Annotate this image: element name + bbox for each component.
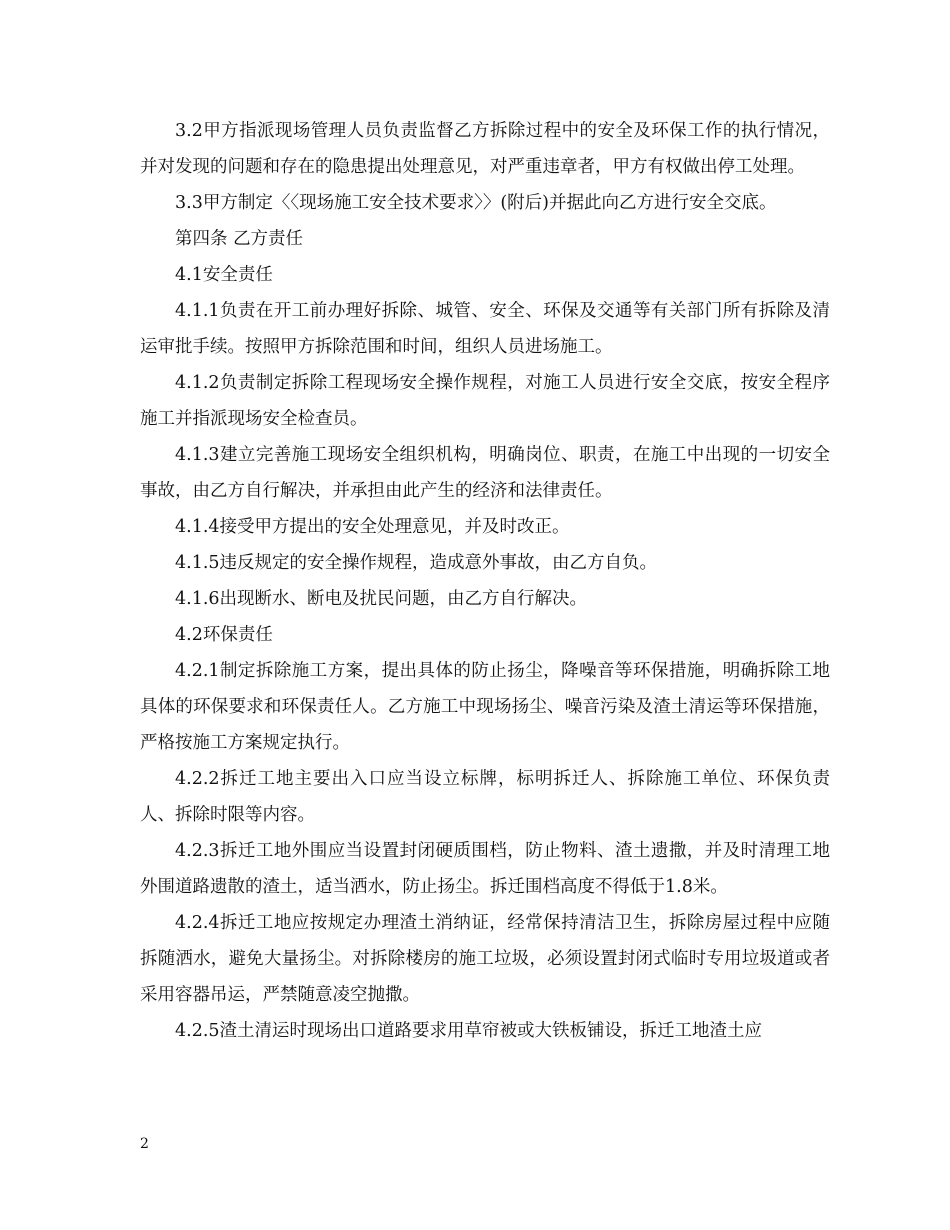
clause-3-2: 3.2甲方指派现场管理人员负责监督乙方拆除过程中的安全及环保工作的执行情况，并对发现的问题和存在的隐患提出处理意见，对严重违章者，甲方有权做出停工处理。 xyxy=(140,121,830,177)
section-4-1-heading: 4.1安全责任 xyxy=(175,265,273,285)
clause-4-2-3: 4.2.3拆迁工地外围应当设置封闭硬质围档，防止物料、渣土遗撒，并及时清理工地外围道路遗散的渣土，适当洒水，防止扬尘。拆迁围档高度不得低于1.8米。 xyxy=(140,841,830,897)
clause-4-2-5: 4.2.5渣土清运时现场出口道路要求用草帘被或大铁板铺设，拆迁工地渣土应 xyxy=(175,1021,763,1041)
section-4-2-heading: 4.2环保责任 xyxy=(175,625,273,645)
clause-4-1-2: 4.1.2负责制定拆除工程现场安全操作规程，对施工人员进行安全交底，按安全程序施工并指派现场安全检查员。 xyxy=(140,373,830,429)
clause-4-2-1: 4.2.1制定拆除施工方案，提出具体的防止扬尘，降噪音等环保措施，明确拆除工地具体的环保要求和环保责任人。乙方施工中现场扬尘、噪音污染及渣土清运等环保措施，严格按施工方案规定执行。 xyxy=(140,661,830,753)
clause-4-1-6: 4.1.6出现断水、断电及扰民问题，由乙方自行解决。 xyxy=(175,589,588,609)
clause-3-3: 3.3甲方制定〈〈现场施工安全技术要求〉〉(附后)并据此向乙方进行安全交底。 xyxy=(175,193,777,213)
page-number: 2 xyxy=(140,1136,149,1152)
clause-4-1-4: 4.1.4接受甲方提出的安全处理意见，并及时改正。 xyxy=(175,517,570,537)
document-body xyxy=(140,113,830,1049)
clause-4-1-3: 4.1.3建立完善施工现场安全组织机构，明确岗位、职责，在施工中出现的一切安全事故，由乙方自行解决，并承担由此产生的经济和法律责任。 xyxy=(140,445,830,501)
article-4-heading: 第四条 乙方责任 xyxy=(175,229,304,249)
clause-4-2-2: 4.2.2拆迁工地主要出入口应当设立标牌，标明拆迁人、拆除施工单位、环保负责人、拆除时限等内容。 xyxy=(140,769,830,825)
clause-4-2-4: 4.2.4拆迁工地应按规定办理渣土消纳证，经常保持清洁卫生，拆除房屋过程中应随拆随洒水，避免大量扬尘。对拆除楼房的施工垃圾，必须设置封闭式临时专用垃圾道或者采用容器吊运，严禁随意凌空抛撒。 xyxy=(140,913,830,1005)
clause-4-1-1: 4.1.1负责在开工前办理好拆除、城管、安全、环保及交通等有关部门所有拆除及清运审批手续。按照甲方拆除范围和时间，组织人员进场施工。 xyxy=(140,301,830,357)
clause-4-1-5: 4.1.5违反规定的安全操作规程，造成意外事故，由乙方自负。 xyxy=(175,553,658,573)
